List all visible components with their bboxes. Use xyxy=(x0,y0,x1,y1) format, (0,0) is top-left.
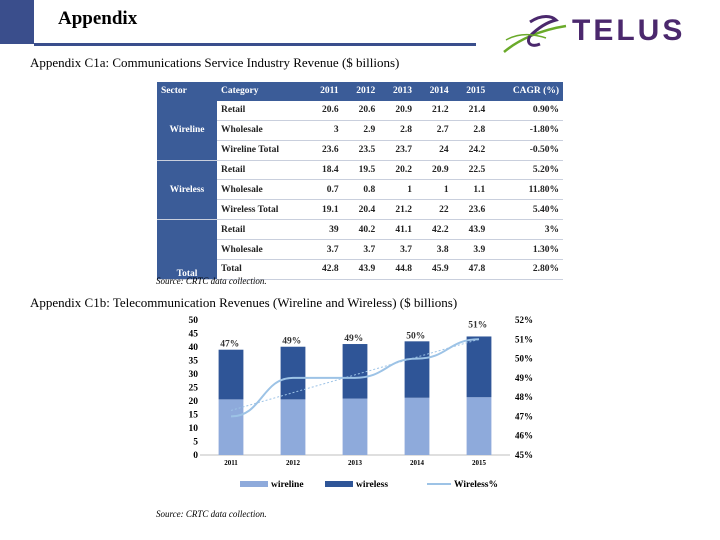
column-header: 2015 xyxy=(453,82,490,101)
y-tick-label: 30 xyxy=(188,370,198,380)
value-cell: 19.1 xyxy=(321,204,339,215)
chart-source-note: Source: CRTC data collection. xyxy=(156,509,267,519)
column-header: 2012 xyxy=(343,82,380,101)
value-cell: 20.9 xyxy=(395,105,412,116)
value-cell: 3.7 xyxy=(363,244,376,255)
wireless-bar xyxy=(219,350,244,400)
y-tick-label: 15 xyxy=(188,410,198,421)
category-cell: Wireless Total xyxy=(221,204,279,215)
value-cell: 3% xyxy=(544,224,559,235)
category-cell: Retail xyxy=(221,224,246,235)
value-cell: 21.4 xyxy=(468,105,486,116)
value-cell: 2.7 xyxy=(436,125,449,136)
value-cell: 2.8 xyxy=(473,125,486,136)
y-tick-label: 20 xyxy=(188,397,198,407)
value-cell: 24.2 xyxy=(468,145,486,156)
y-tick-label: 0 xyxy=(193,451,198,461)
table-row xyxy=(157,180,563,200)
column-header: 2013 xyxy=(379,82,416,101)
data-label: 47% xyxy=(220,339,240,350)
y-tick-label: 35 xyxy=(188,356,198,367)
value-cell: 39 xyxy=(329,224,339,235)
table-row xyxy=(157,220,563,240)
category-cell: Wholesale xyxy=(221,184,263,195)
wireless-bar xyxy=(405,341,430,397)
column-header: CAGR (%) xyxy=(489,82,563,101)
table-source-note: Source: CRTC data collection. xyxy=(156,276,267,286)
x-tick-label: 2014 xyxy=(410,459,424,467)
y-tick-label: 25 xyxy=(188,383,198,394)
value-cell: 3 xyxy=(333,125,339,136)
page-title: Appendix xyxy=(58,8,138,29)
title-accent-block xyxy=(0,0,34,44)
table-body xyxy=(157,101,563,280)
category-cell: Total xyxy=(221,264,242,275)
value-cell: 1.1 xyxy=(473,184,486,195)
data-label: 50% xyxy=(406,331,426,342)
value-cell: 11.80% xyxy=(528,184,559,195)
column-header: 2014 xyxy=(416,82,453,101)
value-cell: 2.80% xyxy=(532,264,559,275)
value-cell: 40.2 xyxy=(358,224,376,235)
value-cell: 42.8 xyxy=(321,264,339,275)
legend-label: Wireless% xyxy=(454,480,498,490)
title-divider xyxy=(34,43,476,46)
telus-logo xyxy=(500,12,710,58)
table-row xyxy=(157,160,563,180)
wireline-bar xyxy=(405,398,430,455)
value-cell: 23.6 xyxy=(321,145,339,156)
y-tick-label: 50 xyxy=(188,316,198,326)
value-cell: 5.40% xyxy=(532,204,559,215)
data-label: 51% xyxy=(468,320,488,331)
y2-tick-label: 49% xyxy=(515,372,533,383)
y-tick-label: 40 xyxy=(188,343,198,353)
column-header: 2011 xyxy=(307,82,343,101)
value-cell: 3.9 xyxy=(473,244,486,255)
table-header-row xyxy=(157,82,563,101)
value-cell: 43.9 xyxy=(468,224,486,235)
value-cell: 22 xyxy=(439,204,449,215)
wireline-bar xyxy=(467,397,492,455)
value-cell: 20.6 xyxy=(321,105,339,116)
y-tick-label: 45 xyxy=(188,329,198,340)
value-cell: 23.5 xyxy=(358,145,376,156)
value-cell: 23.7 xyxy=(395,145,412,156)
x-tick-label: 2013 xyxy=(348,459,362,467)
table-row xyxy=(157,240,563,260)
y2-tick-label: 50% xyxy=(515,353,533,364)
value-cell: 20.9 xyxy=(432,165,449,175)
category-cell: Retail xyxy=(221,165,246,175)
value-cell: 42.2 xyxy=(432,224,449,235)
legend-swatch xyxy=(240,481,268,487)
sector-cell: Wireless xyxy=(157,160,217,220)
table-row xyxy=(157,140,563,160)
value-cell: 1 xyxy=(407,184,412,195)
value-cell: 18.4 xyxy=(321,165,339,175)
value-cell: 21.2 xyxy=(432,105,449,116)
y2-tick-label: 48% xyxy=(515,392,533,403)
y-tick-label: 5 xyxy=(193,437,198,448)
value-cell: 3.8 xyxy=(436,244,449,255)
value-cell: 1 xyxy=(443,184,449,195)
value-cell: 20.2 xyxy=(395,165,412,175)
y2-tick-label: 45% xyxy=(515,450,533,460)
value-cell: 3.7 xyxy=(400,244,412,255)
value-cell: 2.8 xyxy=(400,125,412,136)
category-cell: Wholesale xyxy=(221,125,263,136)
revenue-chart xyxy=(180,312,550,502)
sector-cell: Wireline xyxy=(157,101,217,160)
value-cell: 3.7 xyxy=(326,244,339,255)
value-cell: 5.20% xyxy=(532,165,559,175)
column-header: Category xyxy=(217,82,307,101)
value-cell: 20.4 xyxy=(358,204,376,215)
value-cell: 20.6 xyxy=(358,105,376,116)
value-cell: 1.30% xyxy=(532,244,559,255)
value-cell: 0.8 xyxy=(363,184,376,195)
x-tick-label: 2011 xyxy=(224,459,238,467)
value-cell: 41.1 xyxy=(395,224,412,235)
legend-label: wireless xyxy=(356,480,389,490)
table-row xyxy=(157,101,563,120)
wireline-bar xyxy=(343,399,368,455)
table-caption: Appendix C1a: Communications Service Industry Revenue ($ billions) xyxy=(30,55,400,70)
data-label: 49% xyxy=(282,336,302,347)
value-cell: 22.5 xyxy=(468,165,486,175)
chart-caption: Appendix C1b: Telecommunication Revenues (Wireline and Wireless) ($ billions) xyxy=(30,295,458,310)
value-cell: 23.6 xyxy=(468,204,486,215)
telus-leaf-icon xyxy=(500,12,570,58)
value-cell: -1.80% xyxy=(529,125,559,136)
y2-tick-label: 47% xyxy=(515,411,533,422)
wireless-bar xyxy=(467,336,492,397)
category-cell: Retail xyxy=(221,105,246,116)
category-cell: Wholesale xyxy=(221,244,263,255)
value-cell: 0.90% xyxy=(532,105,559,116)
wireless-bar xyxy=(343,344,368,399)
value-cell: 19.5 xyxy=(358,165,376,175)
value-cell: -0.50% xyxy=(529,145,559,156)
value-cell: 21.2 xyxy=(395,204,412,215)
y-tick-label: 10 xyxy=(188,424,198,434)
y2-tick-label: 51% xyxy=(515,334,533,345)
wireless-bar xyxy=(281,347,306,400)
category-cell: Wireline Total xyxy=(221,145,279,156)
table-row xyxy=(157,120,563,140)
data-label: 49% xyxy=(344,334,364,345)
revenue-table xyxy=(157,82,563,280)
value-cell: 47.8 xyxy=(468,264,486,275)
value-cell: 45.9 xyxy=(432,264,449,275)
y2-tick-label: 52% xyxy=(515,315,533,325)
value-cell: 24 xyxy=(439,145,449,156)
value-cell: 2.9 xyxy=(363,125,376,136)
y2-tick-label: 46% xyxy=(515,430,533,441)
legend-swatch xyxy=(325,481,353,487)
value-cell: 43.9 xyxy=(358,264,376,275)
telus-wordmark: TELUS xyxy=(572,14,686,47)
sector-cell: Total xyxy=(157,220,217,280)
column-header: Sector xyxy=(157,82,217,101)
x-tick-label: 2012 xyxy=(286,459,300,467)
value-cell: 0.7 xyxy=(326,184,339,195)
value-cell: 44.8 xyxy=(395,264,412,275)
wireline-bar xyxy=(281,399,306,455)
x-tick-label: 2015 xyxy=(472,459,486,467)
legend-label: wireline xyxy=(271,480,304,490)
table-row xyxy=(157,200,563,220)
